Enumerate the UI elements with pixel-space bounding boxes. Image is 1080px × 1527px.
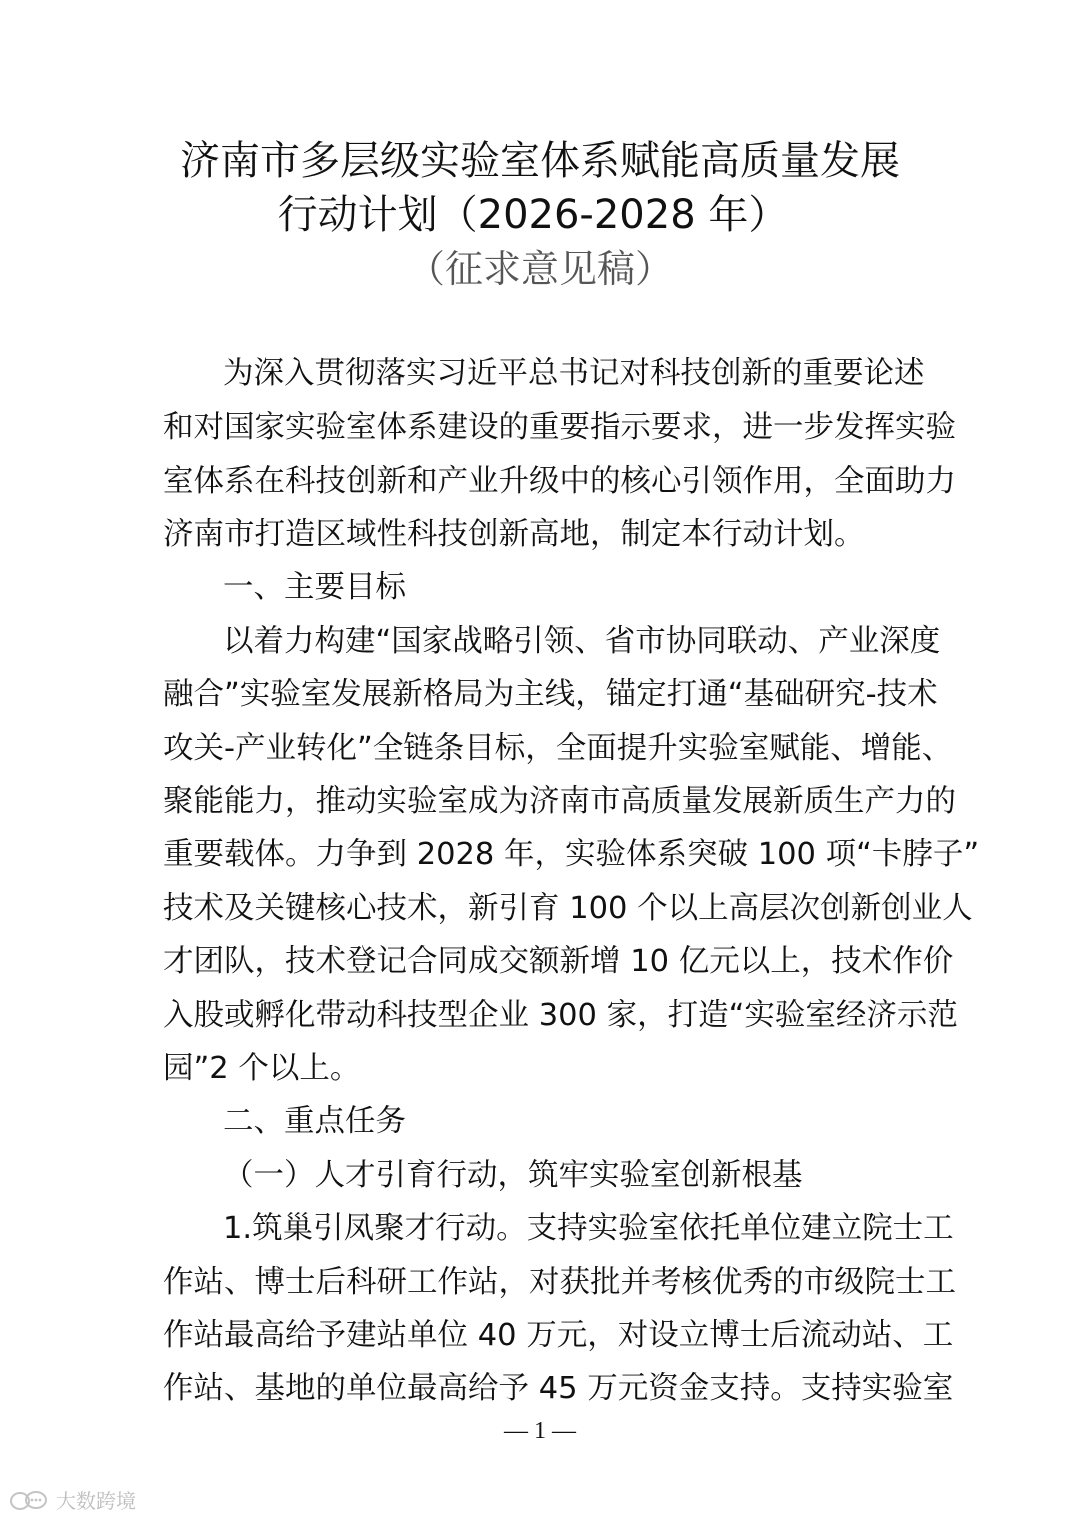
page-number: — 1 —: [504, 1418, 576, 1444]
body-line: 作站、基地的单位最高给予 45 万元资金支持。支持实验室: [163, 1371, 954, 1406]
document-title-line-1: 济南市多层级实验室体系赋能高质量发展: [180, 138, 900, 184]
body-line: 作站、博士后科研工作站，对获批并考核优秀的市级院士工: [163, 1265, 956, 1300]
body-line: 入股或孵化带动科技型企业 300 家，打造“实验室经济示范: [163, 998, 958, 1033]
body-line: 和对国家实验室体系建设的重要指示要求，进一步发挥实验: [163, 410, 956, 445]
body-line: 1.筑巢引凤聚才行动。支持实验室依托单位建立院士工: [223, 1211, 954, 1246]
watermark-text: 大数跨境: [56, 1489, 136, 1513]
body-line: 以着力构建“国家战略引领、省市协同联动、产业深度: [223, 624, 941, 659]
section-heading: 二、重点任务: [223, 1104, 406, 1139]
document-title-line-2: 行动计划（2026-2028 年）: [277, 192, 789, 238]
watermark: [8, 1486, 136, 1516]
body-line: 技术及关键核心技术，新引育 100 个以上高层次创新创业人: [163, 891, 973, 926]
subsection-heading: （一）人才引育行动，筑牢实验室创新根基: [223, 1158, 803, 1193]
document-subtitle: （征求意见稿）: [406, 247, 673, 291]
body-line: 济南市打造区域性科技创新高地，制定本行动计划。: [163, 517, 865, 552]
section-heading: 一、主要目标: [223, 570, 406, 605]
body-line: 室体系在科技创新和产业升级中的核心引领作用，全面助力: [163, 464, 956, 499]
body-line: 攻关-产业转化”全链条目标，全面提升实验室赋能、增能、: [163, 731, 953, 766]
body-line: 聚能能力，推动实验室成为济南市高质量发展新质生产力的: [163, 784, 956, 819]
body-line: 重要载体。力争到 2028 年，实验体系突破 100 项“卡脖子”: [163, 837, 980, 872]
chat-bubble-logo-icon: [8, 1490, 50, 1512]
body-line: 才团队，技术登记合同成交额新增 10 亿元以上，技术作价: [163, 944, 954, 979]
body-line: 园”2 个以上。: [163, 1051, 361, 1086]
body-line: 为深入贯彻落实习近平总书记对科技创新的重要论述: [223, 356, 925, 391]
body-line: 融合”实验室发展新格局为主线，锚定打通“基础研究-技术: [163, 677, 938, 712]
body-line: 作站最高给予建站单位 40 万元，对设立博士后流动站、工: [163, 1318, 954, 1353]
